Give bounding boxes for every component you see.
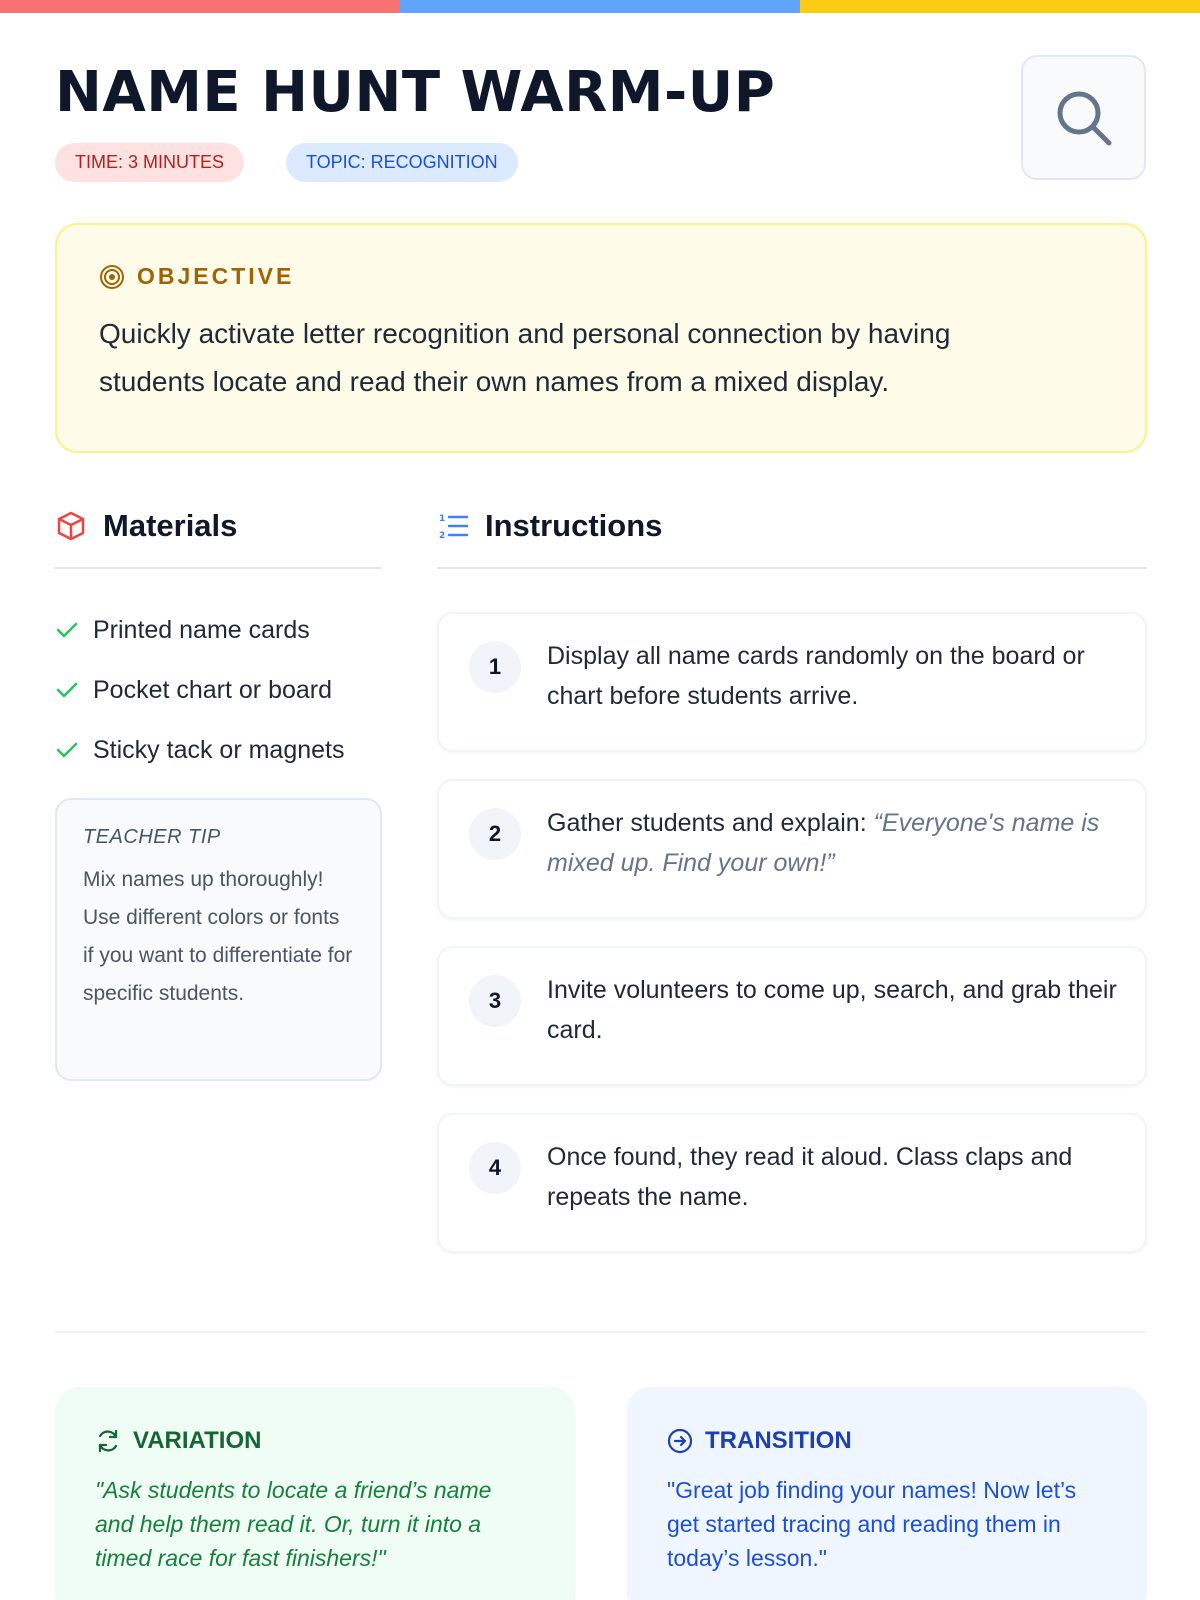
time-badge: TIME: 3 MINUTES (55, 143, 244, 182)
step-number: 4 (469, 1142, 521, 1194)
topic-badge: TOPIC: RECOGNITION (286, 143, 518, 182)
search-icon (1054, 88, 1114, 148)
step-main-text: Once found, they read it aloud. Class claps and repeats the name. (547, 1143, 1073, 1211)
transition-text: "Great job finding your names! Now let’s get started tracing and reading them in today’s lesson." (667, 1477, 1077, 1571)
target-icon (99, 264, 125, 290)
list-item (55, 720, 344, 780)
step-text (547, 970, 1132, 1050)
transition-heading: TRANSITION (705, 1427, 852, 1454)
teacher-tip-text: Mix names up thoroughly! Use different colors or fonts if you want to differentiate for specific students. (83, 868, 353, 1005)
objective-heading: OBJECTIVE (137, 263, 295, 289)
material-label: Sticky tack or magnets (93, 735, 345, 764)
step-main-text: Invite volunteers to come up, search, and grab their card. (547, 976, 1117, 1044)
bottom-divider (55, 1331, 1147, 1333)
box-icon (55, 510, 87, 542)
top-bar-red (0, 0, 400, 13)
instruction-step (437, 779, 1147, 919)
step-main-text: Display all name cards randomly on the board or chart before students arrive. (547, 642, 1085, 710)
objective-panel (55, 223, 1147, 453)
list-item (55, 600, 344, 660)
step-number: 2 (469, 808, 521, 860)
instruction-step (437, 946, 1147, 1086)
variation-text: "Ask students to locate a friend’s name and help them read it. Or, turn it into a timed race for fast finishers!" (95, 1477, 492, 1571)
objective-text: Quickly activate letter recognition and personal connection by having students locate and read their own names from a mixed display. (99, 318, 951, 397)
instructions-header (437, 508, 662, 544)
svg-text:1: 1 (439, 514, 446, 524)
transition-header (667, 1427, 1107, 1455)
material-label: Pocket chart or board (93, 675, 333, 704)
variation-card (55, 1387, 575, 1600)
variation-header (95, 1427, 535, 1455)
step-number: 1 (469, 641, 521, 693)
instructions-heading: Instructions (485, 508, 663, 543)
search-button[interactable] (1021, 55, 1146, 180)
materials-header (55, 508, 237, 544)
instruction-step (437, 612, 1147, 752)
materials-list (55, 600, 344, 780)
step-quote: “Everyone's name is mixed up. Find your own!” (547, 809, 1100, 877)
teacher-tip-box (55, 798, 382, 1081)
objective-header (99, 263, 1103, 290)
step-text (547, 803, 1132, 883)
top-bar-blue (400, 0, 800, 13)
check-icon (55, 738, 79, 762)
check-icon (55, 678, 79, 702)
teacher-tip-title: TEACHER TIP (83, 826, 221, 848)
refresh-icon (95, 1428, 121, 1454)
step-text (547, 1137, 1132, 1217)
top-color-bar (0, 0, 1200, 13)
numbered-list-icon (437, 510, 469, 542)
materials-heading: Materials (103, 508, 238, 543)
material-label: Printed name cards (93, 615, 310, 644)
instruction-step (437, 1113, 1147, 1253)
check-icon (55, 618, 79, 642)
step-text (547, 636, 1132, 716)
page-title: NAME HUNT WARM-UP (55, 60, 776, 125)
variation-heading: VARIATION (133, 1427, 262, 1454)
transition-card (627, 1387, 1147, 1600)
step-main-text: Gather students and explain: (547, 809, 874, 837)
instructions-divider (437, 567, 1147, 569)
top-bar-yellow (800, 0, 1200, 13)
arrow-circle-icon (667, 1428, 693, 1454)
list-item (55, 660, 344, 720)
svg-text:2: 2 (439, 531, 446, 541)
step-number: 3 (469, 975, 521, 1027)
materials-divider (55, 567, 382, 569)
